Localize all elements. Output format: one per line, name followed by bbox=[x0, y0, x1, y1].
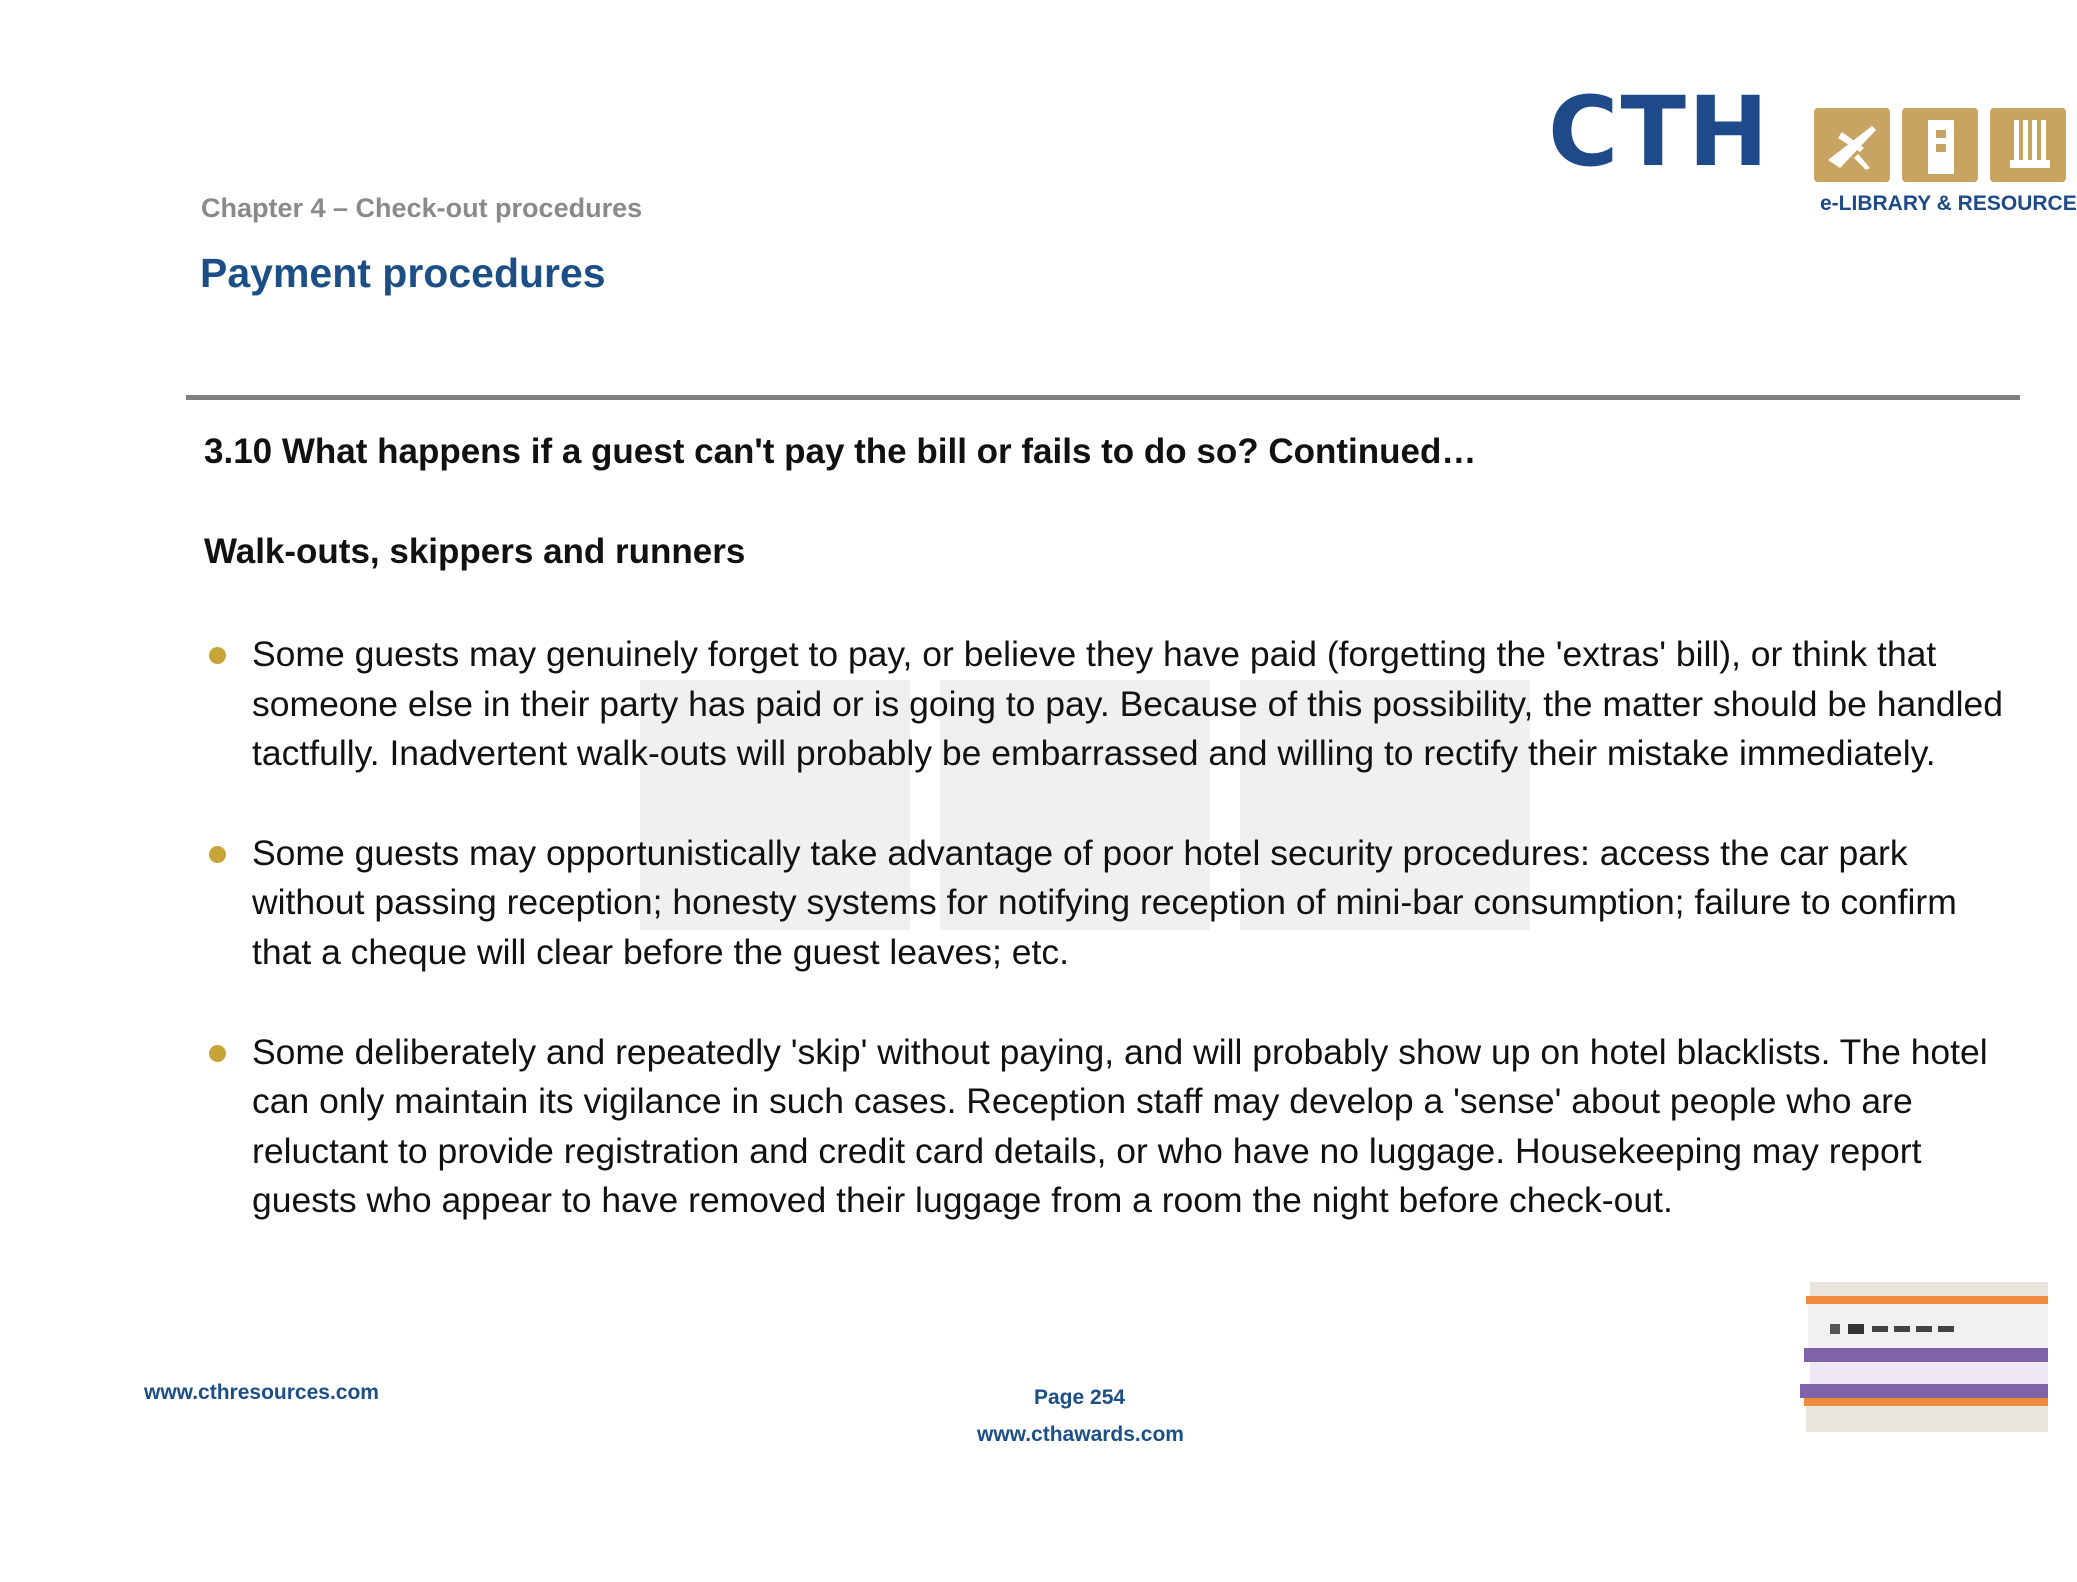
bullet-icon bbox=[209, 647, 226, 664]
hotel-icon bbox=[1902, 108, 1978, 182]
subsection-heading: Walk-outs, skippers and runners bbox=[204, 532, 746, 571]
chapter-label: Chapter 4 – Check-out procedures bbox=[201, 193, 643, 223]
building-icon bbox=[1990, 108, 2066, 182]
bullet-icon bbox=[209, 1045, 226, 1062]
list-item bbox=[204, 1028, 2004, 1226]
logo-wordmark: CTH bbox=[1548, 76, 1771, 188]
bullet-text: Some guests may opportunistically take advantage of poor hotel security procedures: access the car park without passing reception; honesty systems for notifying reception of mini-bar consumption; failure to confirm that a cheque will clear before the guest leaves; etc. bbox=[252, 832, 1957, 972]
footer-awards-link[interactable]: www.cthawards.com bbox=[977, 1423, 1184, 1446]
bullet-text: Some deliberately and repeatedly 'skip' without paying, and will probably show up on hotel blacklists. The hotel can only maintain its vigilance in such cases. Reception staff may develop a 'sense' about people who are reluctant to provide registration and credit card details, or who have no luggage. Housekeeping may report guests who appear to have removed their luggage from a room the night before check-out. bbox=[252, 1031, 1988, 1221]
page-number: Page 254 bbox=[1034, 1386, 1126, 1409]
list-item bbox=[204, 630, 2004, 779]
list-item bbox=[204, 829, 2004, 978]
page-title: Payment procedures bbox=[200, 250, 606, 296]
logo-icon-tiles bbox=[1814, 108, 2066, 182]
bullet-text: Some guests may genuinely forget to pay, or believe they have paid (forgetting the 'extras' bill), or think that someone else in their party has paid or is going to pay. Because of this possibility, the matter should be handled tactfully. Inadvertent walk-outs will probably be embarrassed and willing to rectify their mistake immediately. bbox=[252, 634, 2004, 774]
bullet-list bbox=[204, 630, 2004, 1276]
footer-resources-link[interactable]: www.cthresources.com bbox=[144, 1381, 379, 1404]
cth-logo bbox=[1548, 76, 2077, 222]
airplane-icon bbox=[1814, 108, 1890, 182]
books-stack-icon bbox=[1800, 1262, 2048, 1432]
header-divider bbox=[186, 395, 2020, 400]
section-heading: 3.10 What happens if a guest can't pay the bill or fails to do so? Continued… bbox=[204, 432, 1477, 471]
bullet-icon bbox=[209, 846, 226, 863]
logo-tagline: e-LIBRARY & RESOURCE bbox=[1820, 192, 2077, 215]
